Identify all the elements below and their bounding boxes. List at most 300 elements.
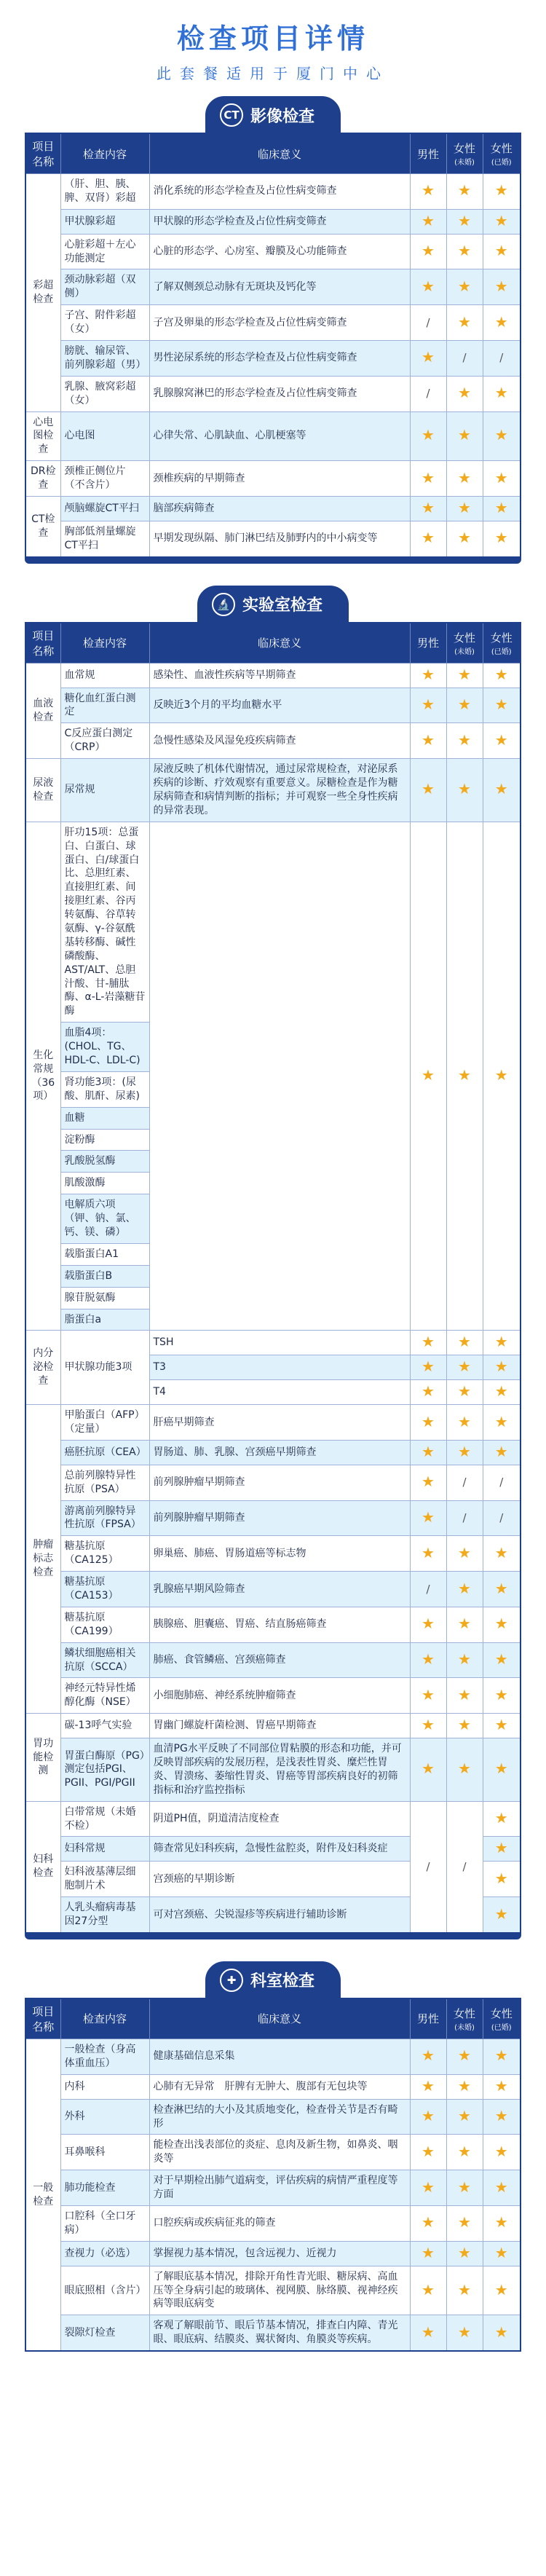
star-icon-cell <box>410 234 446 269</box>
star-icon-cell <box>446 759 483 822</box>
star-icon-cell <box>410 1465 446 1500</box>
star-icon-cell <box>483 2315 521 2351</box>
category-cell: 心电图检查 <box>25 411 60 461</box>
item-cell: 甲状腺功能3项 <box>60 1331 149 1405</box>
star-icon-cell <box>483 521 521 556</box>
item-cell: 鳞状细胞癌相关抗原（SCCA） <box>60 1642 149 1678</box>
star-icon-cell <box>410 1405 446 1441</box>
table-row <box>25 2039 521 2074</box>
star-icon: ★ <box>494 1615 508 1633</box>
star-icon-cell <box>483 663 521 688</box>
star-icon: ★ <box>422 665 435 683</box>
item-cell: 人乳头瘤病毒基因27分型 <box>60 1897 149 1933</box>
star-icon: ★ <box>422 1382 435 1401</box>
item-cell: 胃蛋白酶原（PG）测定包括PGI、PGII、PGI/PGII <box>60 1738 149 1802</box>
slash-mark: / <box>426 1859 430 1873</box>
star-icon-cell <box>410 1355 446 1380</box>
star-icon-cell <box>410 2241 446 2266</box>
star-icon: ★ <box>422 499 435 517</box>
item-cell: 耳鼻喉科 <box>60 2135 149 2170</box>
star-icon-cell <box>410 2205 446 2241</box>
star-icon-cell <box>483 2099 521 2135</box>
star-icon-cell <box>410 2099 446 2135</box>
star-icon: ★ <box>494 499 508 517</box>
star-icon: ★ <box>422 2280 435 2299</box>
star-icon-cell <box>446 2266 483 2315</box>
star-icon: ★ <box>494 1442 508 1460</box>
table-row <box>25 2266 521 2315</box>
item-cell: 癌胚抗原（CEA） <box>60 1440 149 1465</box>
star-icon-cell <box>446 1714 483 1738</box>
table-row <box>25 1405 521 1441</box>
star-icon-cell <box>483 234 521 269</box>
star-icon: ★ <box>458 1333 471 1351</box>
star-icon-cell <box>483 269 521 305</box>
not-applicable-cell <box>446 1500 483 1536</box>
item-cell: 总前列腺特异性抗原（PSA） <box>60 1465 149 1500</box>
table-header-row: 项目名称 检查内容 临床意义 男性 女性 (未婚) 女性 (已婚) <box>25 1998 521 2039</box>
item-cell: 淀粉酶 <box>60 1129 149 1151</box>
table-row <box>25 1801 521 1837</box>
item-cell: 载脂蛋白A1 <box>60 1243 149 1265</box>
item-cell: 心脏彩超＋左心功能测定 <box>60 234 149 269</box>
star-icon-cell <box>483 411 521 461</box>
table-row <box>25 1536 521 1572</box>
star-icon: ★ <box>422 1442 435 1460</box>
star-icon: ★ <box>494 1685 508 1703</box>
star-icon-cell <box>483 759 521 822</box>
star-icon: ★ <box>422 696 435 714</box>
star-icon-cell <box>446 663 483 688</box>
star-icon: ★ <box>494 2280 508 2299</box>
table-row <box>25 1500 521 1536</box>
star-icon-cell <box>483 1738 521 1802</box>
meaning-cell: 前列腺肿瘤早期筛查 <box>149 1465 410 1500</box>
medical-cross-icon: ✚ <box>220 1969 243 1992</box>
star-icon: ★ <box>494 181 508 200</box>
meaning-cell: 男性泌尿系统的形态学检查及占位性病变筛查 <box>149 341 410 377</box>
category-cell: 胃功能检测 <box>25 1714 60 1801</box>
star-icon: ★ <box>458 1382 471 1401</box>
star-icon-cell <box>410 497 446 521</box>
item-cell: 胸部低剂量螺旋CT平扫 <box>60 521 149 556</box>
star-icon: ★ <box>458 1760 471 1778</box>
star-icon: ★ <box>458 1358 471 1376</box>
star-icon: ★ <box>458 1442 471 1460</box>
star-icon: ★ <box>422 2076 435 2095</box>
item-cell: 眼底照相（含片） <box>60 2266 149 2315</box>
star-icon: ★ <box>422 426 435 444</box>
star-icon-cell <box>483 1440 521 1465</box>
star-icon-cell <box>410 2135 446 2170</box>
microscope-icon: 🔬 <box>212 593 235 616</box>
star-icon: ★ <box>494 1543 508 1561</box>
meaning-cell: 急慢性感染及风湿免疫疾病筛查 <box>149 723 410 759</box>
item-cell: 妇科常规 <box>60 1837 149 1862</box>
meaning-cell: 血清PG水平反映了不同部位胃粘膜的形态和功能，并可反映胃部疾病的发展历程，是浅表性胃炎、糜烂性胃炎、胃溃疡、萎缩性胃炎、胃癌等胃部疾病良好的初筛指标和治疗监控指标 <box>149 1738 410 1802</box>
table-row <box>25 1607 521 1642</box>
not-applicable-cell <box>410 305 446 341</box>
table-row <box>25 663 521 688</box>
star-icon-cell <box>410 2266 446 2315</box>
table-row <box>25 2074 521 2099</box>
star-icon: ★ <box>458 2047 471 2065</box>
star-icon: ★ <box>494 2178 508 2196</box>
section-bottom-bar <box>25 1934 521 1939</box>
not-applicable-cell <box>410 1801 446 1933</box>
star-icon: ★ <box>458 1066 471 1084</box>
star-icon-cell <box>410 2039 446 2074</box>
star-icon-cell <box>410 2170 446 2206</box>
star-icon: ★ <box>494 1839 508 1857</box>
star-icon-cell <box>483 2241 521 2266</box>
star-icon: ★ <box>458 499 471 517</box>
star-icon-cell <box>483 1405 521 1441</box>
meaning-cell: 肝癌早期筛查 <box>149 1405 410 1441</box>
star-icon-cell <box>483 1331 521 1355</box>
meaning-cell: 卵巢癌、肺癌、胃肠道癌等标志物 <box>149 1536 410 1572</box>
star-icon: ★ <box>422 1650 435 1669</box>
star-icon-cell <box>410 2074 446 2099</box>
slash-mark: / <box>462 1511 467 1524</box>
meaning-cell: 消化系统的形态学检查及占位性病变筛查 <box>149 174 410 210</box>
star-icon: ★ <box>458 2280 471 2299</box>
table-row <box>25 497 521 521</box>
star-icon: ★ <box>422 529 435 547</box>
item-cell: C反应蛋白测定（CRP） <box>60 723 149 759</box>
star-icon: ★ <box>422 2047 435 2065</box>
star-icon: ★ <box>494 529 508 547</box>
star-icon-cell <box>483 1678 521 1714</box>
star-icon-cell <box>483 1801 521 1837</box>
meaning-cell: 了解眼底基本情况，排除开角性青光眼、糖尿病、高血压等全身病引起的玻璃体、视网膜、脉络膜、视神经疾病等眼底病变 <box>149 2266 410 2315</box>
star-icon-cell <box>410 1642 446 1678</box>
star-icon: ★ <box>494 426 508 444</box>
item-cell: 颅脑螺旋CT平扫 <box>60 497 149 521</box>
star-icon: ★ <box>422 1066 435 1084</box>
category-cell: DR检查 <box>25 461 60 497</box>
star-icon-cell <box>446 1642 483 1678</box>
dept-section <box>25 1961 521 2352</box>
star-icon-cell <box>446 269 483 305</box>
star-icon-cell <box>483 2135 521 2170</box>
meaning-cell: 客观了解眼前节、眼后节基本情况，排查白内障、青光眼、眼底病、结膜炎、翼状胬肉、角膜炎等疾病。 <box>149 2315 410 2351</box>
star-icon: ★ <box>422 277 435 295</box>
star-icon-cell <box>446 723 483 759</box>
meaning-cell: 健康基础信息采集 <box>149 2039 410 2074</box>
star-icon: ★ <box>458 529 471 547</box>
star-icon-cell <box>410 209 446 234</box>
meaning-cell: 早期发现纵隔、肺门淋巴结及肺野内的中小病变等 <box>149 521 410 556</box>
star-icon: ★ <box>422 1543 435 1561</box>
star-icon: ★ <box>494 1579 508 1597</box>
table-row <box>25 209 521 234</box>
item-cell: 妇科液基薄层细胞制片术 <box>60 1862 149 1897</box>
item-cell: 甲胎蛋白（AFP）（定量） <box>60 1405 149 1441</box>
item-cell: 甲状腺彩超 <box>60 209 149 234</box>
slash-mark: / <box>499 351 504 365</box>
star-icon-cell <box>410 759 446 822</box>
item-cell: 血常规 <box>60 663 149 688</box>
star-icon: ★ <box>422 242 435 260</box>
star-icon: ★ <box>494 1760 508 1778</box>
star-icon-cell <box>410 174 446 210</box>
star-icon-cell <box>446 2170 483 2206</box>
dept-section-title: ✚ 科室检查 <box>205 1961 341 1999</box>
star-icon-cell <box>446 209 483 234</box>
item-cell: 心电图 <box>60 411 149 461</box>
item-cell: 血脂4项：(CHOL、TG、HDL-C、LDL-C) <box>60 1023 149 1072</box>
meaning-cell: 心肺有无异常 肝脾有无肿大、腹部有无包块等 <box>149 2074 410 2099</box>
item-cell: 外科 <box>60 2099 149 2135</box>
star-icon: ★ <box>494 696 508 714</box>
star-icon-cell <box>446 822 483 1331</box>
meaning-cell: 颈椎疾病的早期筛查 <box>149 461 410 497</box>
table-row <box>25 688 521 723</box>
item-cell: 肝功15项：总蛋白、白蛋白、球蛋白、白/球蛋白比、总胆红素、直接胆红素、间接胆红素、谷丙转氨酶、谷草转氨酶、γ-谷氨酰基转移酶、碱性磷酸酶、AST/ALT、总胆汁酸、甘-脯肽酶、α-L-岩藻糖苷酶 <box>60 822 149 1022</box>
star-icon: ★ <box>458 780 471 798</box>
table-row <box>25 174 521 210</box>
star-icon: ★ <box>458 2178 471 2196</box>
item-cell: 内科 <box>60 2074 149 2099</box>
category-cell: 肿瘤标志检查 <box>25 1405 60 1714</box>
table-row <box>25 2099 521 2135</box>
item-cell: 颈椎正侧位片（不含片） <box>60 461 149 497</box>
item-cell: 腺苷脱氨酶 <box>60 1287 149 1309</box>
item-cell: 碳-13呼气实验 <box>60 1714 149 1738</box>
item-cell: 子宫、附件彩超（女） <box>60 305 149 341</box>
table-row <box>25 2241 521 2266</box>
meaning-cell: 尿液反映了机体代谢情况，通过尿常规检查，对泌尿系疾病的诊断、疗效观察有重要意义。尿糖检查是作为糖尿病筛查和病情判断的指标；并可观察一些全身性疾病的异常表现。 <box>149 759 410 822</box>
star-icon-cell <box>483 723 521 759</box>
item-cell: 颈动脉彩超（双侧） <box>60 269 149 305</box>
table-row <box>25 822 521 1022</box>
star-icon-cell <box>410 1607 446 1642</box>
not-applicable-cell <box>446 341 483 377</box>
star-icon: ★ <box>422 348 435 366</box>
item-cell: 白带常规（未婚不检） <box>60 1801 149 1837</box>
star-icon-cell <box>446 1355 483 1380</box>
star-icon: ★ <box>458 277 471 295</box>
star-icon: ★ <box>422 1508 435 1526</box>
star-icon-cell <box>410 2315 446 2351</box>
item-cell: 肾功能3项：(尿酸、肌酐、尿素) <box>60 1071 149 1107</box>
star-icon-cell <box>446 411 483 461</box>
star-icon-cell <box>483 174 521 210</box>
imaging-table <box>25 133 521 558</box>
category-cell: CT检查 <box>25 497 60 557</box>
table-row <box>25 376 521 411</box>
star-icon-cell <box>483 497 521 521</box>
star-icon: ★ <box>458 2213 471 2232</box>
star-icon-cell <box>483 1714 521 1738</box>
star-icon-cell <box>446 2205 483 2241</box>
star-icon: ★ <box>494 2243 508 2261</box>
star-icon: ★ <box>458 2323 471 2341</box>
star-icon-cell <box>446 2315 483 2351</box>
star-icon: ★ <box>458 1579 471 1597</box>
category-cell: 尿液检查 <box>25 759 60 822</box>
meaning-cell: 阴道PH值，阴道清洁度检查 <box>149 1801 410 1837</box>
table-row <box>25 269 521 305</box>
table-row <box>25 1738 521 1802</box>
meaning-cell: 宫颈癌的早期诊断 <box>149 1862 410 1897</box>
star-icon-cell <box>483 2266 521 2315</box>
star-icon: ★ <box>458 312 471 331</box>
item-cell: 神经元特异性烯醇化酶（NSE） <box>60 1678 149 1714</box>
page-header <box>0 0 546 96</box>
meaning-cell: 心律失常、心肌缺血、心肌梗塞等 <box>149 411 410 461</box>
table-row <box>25 234 521 269</box>
lab-section-title: 🔬 实验室检查 <box>197 586 349 623</box>
star-icon-cell <box>446 497 483 521</box>
star-icon: ★ <box>494 1869 508 1887</box>
star-icon: ★ <box>494 1716 508 1734</box>
table-row <box>25 2315 521 2351</box>
star-icon: ★ <box>458 696 471 714</box>
item-cell: 口腔科（全口牙病） <box>60 2205 149 2241</box>
star-icon-cell <box>483 822 521 1331</box>
star-icon-cell <box>410 1500 446 1536</box>
star-icon: ★ <box>458 1716 471 1734</box>
category-cell: 血液检查 <box>25 663 60 758</box>
star-icon: ★ <box>458 468 471 487</box>
category-cell: 内分泌检查 <box>25 1331 60 1405</box>
star-icon: ★ <box>458 181 471 200</box>
star-icon: ★ <box>422 1760 435 1778</box>
star-icon: ★ <box>494 277 508 295</box>
star-icon-cell <box>446 1738 483 1802</box>
star-icon: ★ <box>422 730 435 749</box>
table-row <box>25 1678 521 1714</box>
star-icon: ★ <box>458 242 471 260</box>
star-icon-cell <box>483 305 521 341</box>
meaning-cell: 对于早期检出肺气道病变，评估疾病的病情严重程度等方面 <box>149 2170 410 2206</box>
star-icon-cell <box>410 723 446 759</box>
section-bottom-bar <box>25 558 521 564</box>
category-cell: 生化常规（36项） <box>25 822 60 1331</box>
category-cell: 一般检查 <box>25 2039 60 2351</box>
star-icon: ★ <box>458 2107 471 2125</box>
star-icon: ★ <box>494 2213 508 2232</box>
dept-table <box>25 1998 521 2352</box>
meaning-cell: 胰腺癌、胆囊癌、胃癌、结直肠癌筛查 <box>149 1607 410 1642</box>
star-icon-cell <box>446 1678 483 1714</box>
slash-mark: / <box>426 315 430 329</box>
star-icon: ★ <box>422 1685 435 1703</box>
item-cell: 游离前列腺特异性抗原（FPSA） <box>60 1500 149 1536</box>
table-header-row: 项目名称 检查内容 临床意义 男性 女性 (未婚) 女性 (已婚) <box>25 133 521 174</box>
star-icon-cell <box>483 2170 521 2206</box>
star-icon: ★ <box>494 1358 508 1376</box>
star-icon-cell <box>446 521 483 556</box>
star-icon: ★ <box>494 1412 508 1430</box>
meaning-cell: 了解双侧颈总动脉有无斑块及钙化等 <box>149 269 410 305</box>
star-icon: ★ <box>458 426 471 444</box>
star-icon: ★ <box>422 2107 435 2125</box>
not-applicable-cell <box>446 1465 483 1500</box>
meaning-cell: 胃幽门螺旋杆菌检测、胃癌早期筛查 <box>149 1714 410 1738</box>
category-cell: 彩超检查 <box>25 174 60 412</box>
table-row <box>25 1331 521 1355</box>
star-icon-cell <box>446 2241 483 2266</box>
lab-table <box>25 622 521 1934</box>
item-cell: 糖基抗原（CA125） <box>60 1536 149 1572</box>
star-icon: ★ <box>458 1412 471 1430</box>
table-row <box>25 341 521 377</box>
slash-mark: / <box>426 387 430 401</box>
star-icon-cell <box>483 461 521 497</box>
meaning-cell: 能检查出浅表部位的炎症、息肉及新生物，如鼻炎、咽炎等 <box>149 2135 410 2170</box>
star-icon-cell <box>483 1642 521 1678</box>
not-applicable-cell <box>483 1465 521 1500</box>
slash-mark: / <box>426 1582 430 1596</box>
star-icon: ★ <box>494 2047 508 2065</box>
meaning-cell: 甲状腺的形态学检查及占位性病变筛查 <box>149 209 410 234</box>
star-icon: ★ <box>458 2243 471 2261</box>
star-icon-cell <box>410 822 446 1331</box>
item-cell: 查视力（必选） <box>60 2241 149 2266</box>
item-cell: 乳腺、腋窝彩超（女） <box>60 376 149 411</box>
lab-section <box>25 586 521 1939</box>
meaning-cell: 前列腺肿瘤早期筛查 <box>149 1500 410 1536</box>
meaning-cell: TSH <box>149 1331 410 1355</box>
item-cell: （肝、胆、胰、脾、双肾）彩超 <box>60 174 149 210</box>
star-icon: ★ <box>422 2243 435 2261</box>
imaging-section-title: CT 影像检查 <box>205 96 341 134</box>
star-icon: ★ <box>422 1716 435 1734</box>
meaning-cell: 感染性、血液性疾病等早期筛查 <box>149 663 410 688</box>
imaging-section <box>25 96 521 564</box>
star-icon-cell <box>410 461 446 497</box>
star-icon-cell <box>410 341 446 377</box>
star-icon-cell <box>446 305 483 341</box>
star-icon-cell <box>483 2039 521 2074</box>
star-icon: ★ <box>494 2323 508 2341</box>
star-icon: ★ <box>422 780 435 798</box>
star-icon: ★ <box>494 1809 508 1827</box>
star-icon: ★ <box>458 2076 471 2095</box>
page-subtitle: 此套餐适用于厦门中心 <box>157 65 389 82</box>
star-icon: ★ <box>494 2076 508 2095</box>
star-icon: ★ <box>458 665 471 683</box>
star-icon-cell <box>410 1714 446 1738</box>
item-cell: 糖基抗原（CA153） <box>60 1572 149 1607</box>
star-icon: ★ <box>494 2142 508 2160</box>
star-icon: ★ <box>422 2213 435 2232</box>
ct-scanner-icon: CT <box>220 103 243 127</box>
category-cell: 妇科检查 <box>25 1801 60 1933</box>
table-row <box>25 759 521 822</box>
star-icon: ★ <box>422 468 435 487</box>
star-icon-cell <box>410 663 446 688</box>
star-icon: ★ <box>494 780 508 798</box>
star-icon-cell <box>446 1440 483 1465</box>
table-row <box>25 461 521 497</box>
star-icon-cell <box>483 1897 521 1933</box>
not-applicable-cell <box>483 1500 521 1536</box>
item-cell: 载脂蛋白B <box>60 1265 149 1287</box>
star-icon: ★ <box>458 730 471 749</box>
item-cell: 脂蛋白a <box>60 1309 149 1331</box>
star-icon: ★ <box>422 2323 435 2341</box>
meaning-cell: T3 <box>149 1355 410 1380</box>
star-icon: ★ <box>494 211 508 229</box>
star-icon: ★ <box>422 1615 435 1633</box>
star-icon-cell <box>483 376 521 411</box>
table-row <box>25 521 521 556</box>
meaning-cell: 乳腺癌早期风险筛查 <box>149 1572 410 1607</box>
